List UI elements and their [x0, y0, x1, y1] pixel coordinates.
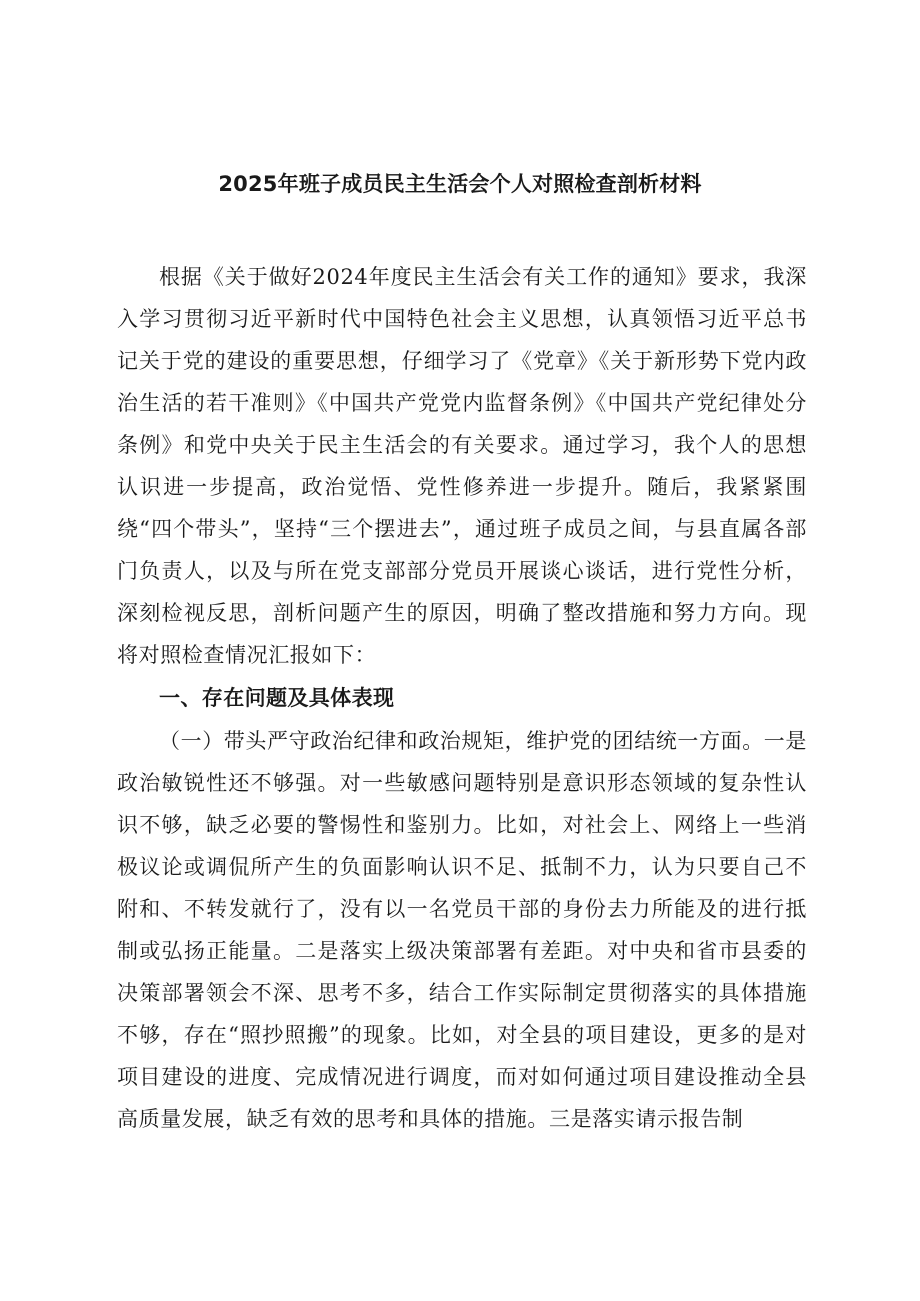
section-1-paragraph-1: （一）带头严守政治纪律和政治规矩，维护党的团结统一方面。一是政治敏锐性还不够强。对一些敏感问题特别是意识形态领域的复杂性认识不够，缺乏必要的警惕性和鉴别力。比如，对社会上、网络上一些消极议论或调侃所产生的负面影响认识不足、抵制不力，认为只要自己不附和、不转发就行了，没有以一名党员干部的身份去力所能及的进行抵制或弘扬正能量。二是落实上级决策部署有差距。对中央和省市县委的决策部署领会不深、思考不多，结合工作实际制定贯彻落实的具体措施不够，存在“照抄照搬”的现象。比如，对全县的项目建设，更多的是对项目建设的进度、完成情况进行调度，而对如何通过项目建设推动全县高质量发展，缺乏有效的思考和具体的措施。三是落实请示报告制	[117, 729, 807, 1131]
section-heading-1: 一、存在问题及具体表现	[159, 686, 395, 710]
intro-paragraph: 根据《关于做好2024年度民主生活会有关工作的通知》要求，我深入学习贯彻习近平新时代中国特色社会主义思想，认真领悟习近平总书记关于党的建设的重要思想，仔细学习了《党章》《关于新形势下党内政治生活的若干准则》《中国共产党党内监督条例》《中国共产党纪律处分条例》和党中央关于民主生活会的有关要求。通过学习，我个人的思想认识进一步提高，政治觉悟、党性修养进一步提升。随后，我紧紧围绕“四个带头”，坚持“三个摆进去”，通过班子成员之间，与县直属各部门负责人，以及与所在党支部部分党员开展谈心谈话，进行党性分析，深刻检视反思，剖析问题产生的原因，明确了整改措施和努力方向。现将对照检查情况汇报如下：	[117, 265, 807, 667]
document-body	[117, 256, 807, 1140]
document-title: 2025年班子成员民主生活会个人对照检查剖析材料	[218, 172, 702, 196]
